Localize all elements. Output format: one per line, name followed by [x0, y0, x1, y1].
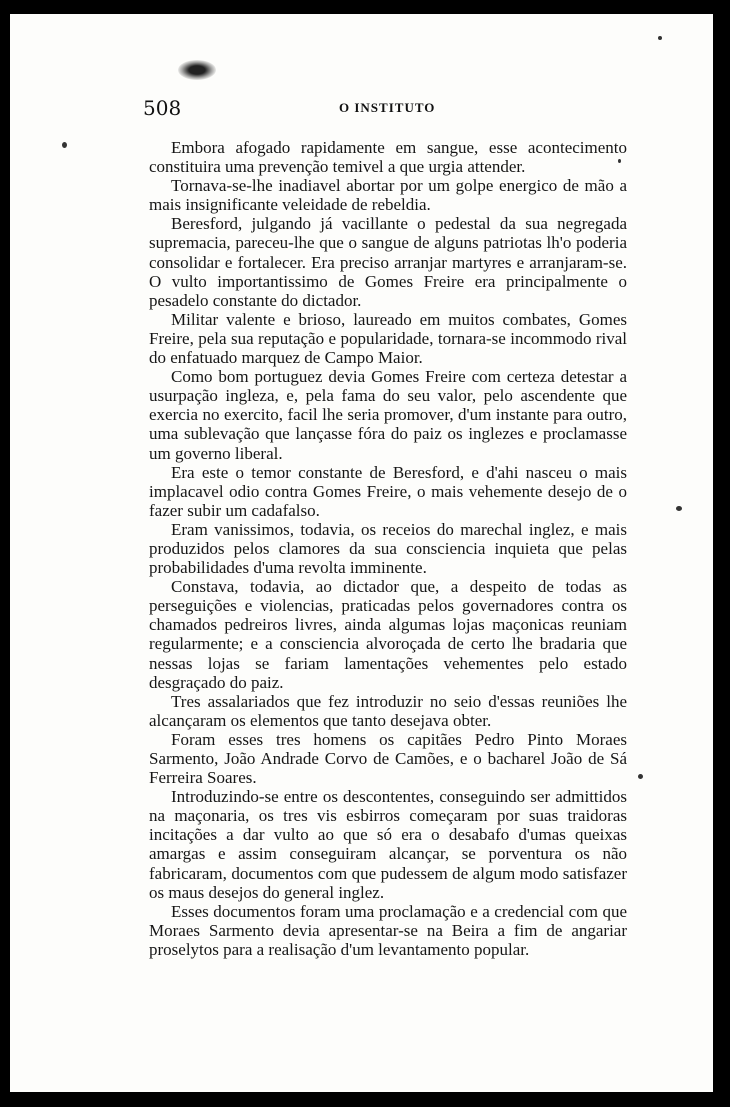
paragraph: Eram vanissimos, todavia, os receios do marechal inglez, e mais produzidos pelos clamores da sua consciencia inquieta que pelas probabilidades d'uma revolta imminente.	[149, 519, 627, 578]
paragraph: Constava, todavia, ao dictador que, a despeito de todas as perseguições e violencias, praticadas pelos governadores contra os chamados pedreiros livres, ainda algumas lojas maçonicas reuniam regularmente; e a consciencia alvoroçada de certo lhe bradaria que nessas lojas se fariam lamentações vehementes pelo estado desgraçado do paiz.	[149, 577, 627, 692]
paragraph: Militar valente e brioso, laureado em muitos combates, Gomes Freire, pela sua reputação e popularidade, tornara-se incommodo rival do enfatuado marquez de Campo Maior.	[149, 309, 627, 368]
ink-speck	[676, 506, 682, 511]
paragraph: Como bom portuguez devia Gomes Freire com certeza detestar a usurpação ingleza, e, pela fama do seu valor, pelo ascendente que exercia no exercito, facil lhe seria promover, d'um instante para outro, uma sublevação que lançasse fóra do paiz os inglezes e proclamasse um governo liberal.	[149, 367, 627, 463]
page-header	[143, 96, 603, 124]
ink-speck	[658, 36, 662, 40]
book-page	[10, 14, 713, 1092]
ink-speck	[638, 774, 643, 779]
paragraph: Embora afogado rapidamente em sangue, esse acontecimento constituira uma prevenção temivel a que urgia attender.	[149, 138, 627, 177]
paragraph: Era este o temor constante de Beresford, e d'ahi nasceu o mais implacavel odio contra Gomes Freire, o mais vehemente desejo de o fazer subir um cadafalso.	[149, 462, 627, 520]
ink-blot	[178, 60, 216, 80]
paragraph: Beresford, julgando já vacillante o pedestal da sua negregada supremacia, pareceu-lhe que o sangue de alguns patriotas lh'o poderia consolidar e fortalecer. Era preciso arranjar martyres e arranjaram-se. O vulto importantissimo de Gomes Freire era principalmente o pesadelo constante do dictador.	[149, 214, 627, 310]
paragraph: Tres assalariados que fez introduzir no seio d'essas reuniões lhe alcançaram os elementos que tanto desejava obter.	[149, 691, 627, 730]
ink-speck	[62, 142, 67, 148]
text-body	[149, 138, 627, 959]
paragraph: Tornava-se-lhe inadiavel abortar por um golpe energico de mão a mais insignificante veleidade de rebeldia.	[149, 176, 627, 215]
paragraph: Introduzindo-se entre os descontentes, conseguindo ser admittidos na maçonaria, os tres vis esbirros começaram por suas traidoras incitações a dar vulto ao que só era o desabafo d'umas queixas amargas e assim conseguiram alcançar, se porventura os não fabricaram, documentos com que pudessem de algum modo satisfazer os maus desejos do general inglez.	[149, 787, 627, 902]
page-number: 508	[143, 96, 182, 120]
paragraph: Foram esses tres homens os capitães Pedro Pinto Moraes Sarmento, João Andrade Corvo de Camões, e o bacharel João de Sá Ferreira Soares.	[149, 729, 627, 788]
running-title: O INSTITUTO	[339, 100, 436, 115]
paragraph: Esses documentos foram uma proclamação e a credencial com que Moraes Sarmento devia apresentar-se na Beira a fim de angariar proselytos para a realisação d'um levantamento popular.	[149, 901, 627, 959]
